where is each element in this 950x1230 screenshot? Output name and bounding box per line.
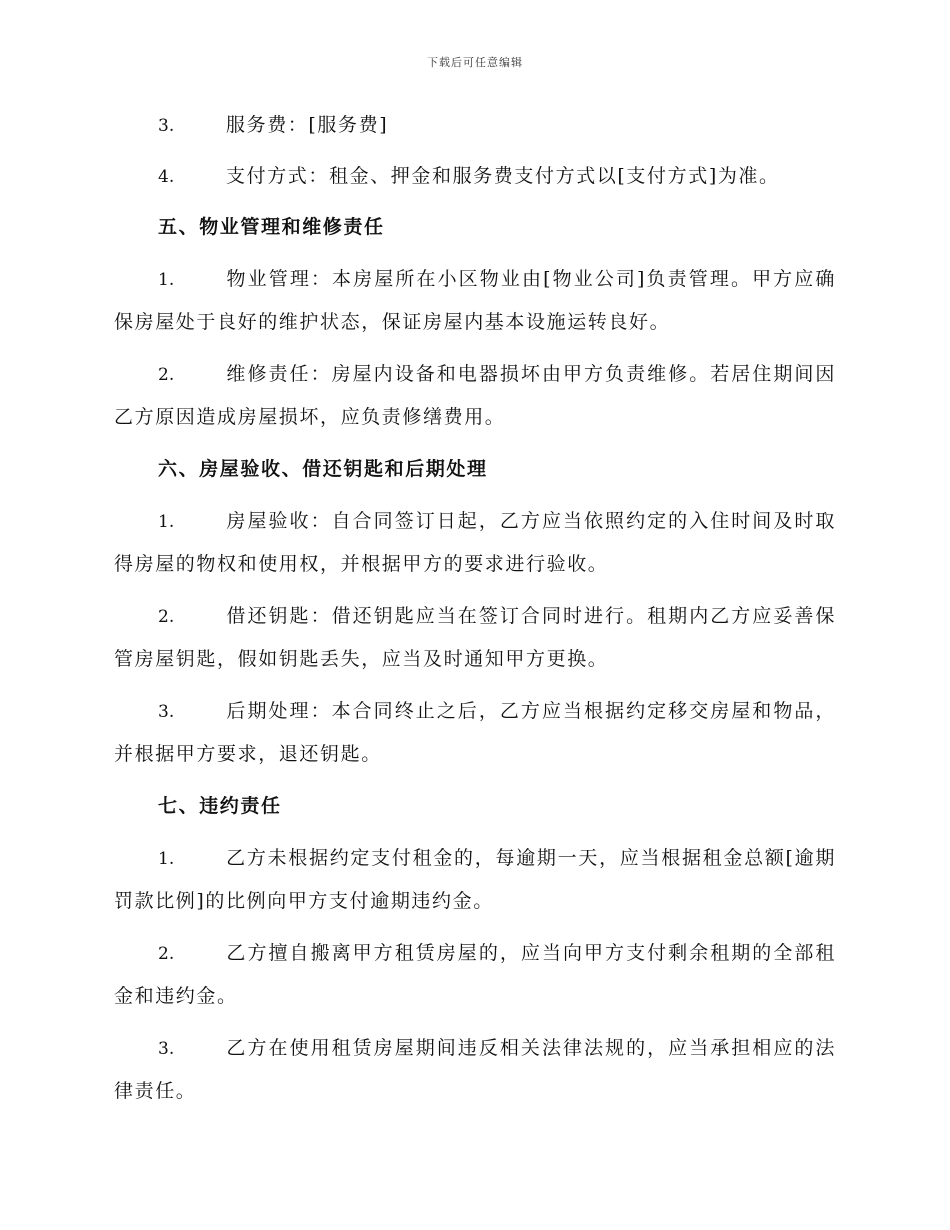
clause-item (114, 1027, 836, 1112)
clause-item (114, 104, 836, 147)
section-heading: 六、房屋验收、借还钥匙和后期处理 (158, 458, 488, 480)
section-heading: 五、物业管理和维修责任 (158, 216, 385, 238)
document-body (114, 104, 836, 1122)
clause-number: 1. (158, 512, 175, 532)
clause-text: 维修责任：房屋内设备和电器损坏由甲方负责维修。若居住期间因乙方原因造成房屋损坏，应负责修缮费用。 (114, 363, 836, 428)
clause-item (114, 353, 836, 438)
clause-number: 1. (158, 270, 175, 290)
clause-item (114, 932, 836, 1017)
clause-text: 物业管理：本房屋所在小区物业由[物业公司]负责管理。甲方应确保房屋处于良好的维护状态，保证房屋内基本设施运转良好。 (114, 268, 836, 333)
clause-text: 乙方擅自搬离甲方租赁房屋的，应当向甲方支付剩余租期的全部租金和违约金。 (114, 942, 836, 1007)
clause-number: 3. (158, 116, 175, 136)
clause-item (114, 837, 836, 922)
clause-number: 2. (158, 944, 175, 964)
clause-item (114, 155, 836, 198)
clause-number: 2. (158, 607, 175, 627)
clause-number: 2. (158, 365, 175, 385)
section-heading: 七、违约责任 (158, 795, 282, 817)
clause-item (114, 595, 836, 680)
clause-item (114, 500, 836, 585)
clause-text: 房屋验收：自合同签订日起，乙方应当依照约定的入住时间及时取得房屋的物权和使用权，并根据甲方的要求进行验收。 (114, 510, 836, 575)
clause-number: 4. (158, 167, 175, 187)
clause-text: 服务费：[服务费] (226, 114, 389, 136)
clause-text: 乙方未根据约定支付租金的，每逾期一天，应当根据租金总额[逾期罚款比例]的比例向甲方支付逾期违约金。 (114, 847, 836, 912)
clause-number: 1. (158, 849, 175, 869)
page-header: 下载后可任意编辑 (427, 56, 523, 69)
clause-number: 3. (158, 702, 175, 722)
clause-text: 乙方在使用租赁房屋期间违反相关法律法规的，应当承担相应的法律责任。 (114, 1037, 836, 1102)
clause-text: 借还钥匙：借还钥匙应当在签订合同时进行。租期内乙方应妥善保管房屋钥匙，假如钥匙丢失，应当及时通知甲方更换。 (114, 605, 836, 670)
clause-item (114, 690, 836, 775)
clause-item (114, 258, 836, 343)
clause-text: 支付方式：租金、押金和服务费支付方式以[支付方式]为准。 (226, 165, 780, 187)
clause-number: 3. (158, 1039, 175, 1059)
clause-text: 后期处理：本合同终止之后，乙方应当根据约定移交房屋和物品，并根据甲方要求，退还钥匙。 (114, 700, 836, 765)
